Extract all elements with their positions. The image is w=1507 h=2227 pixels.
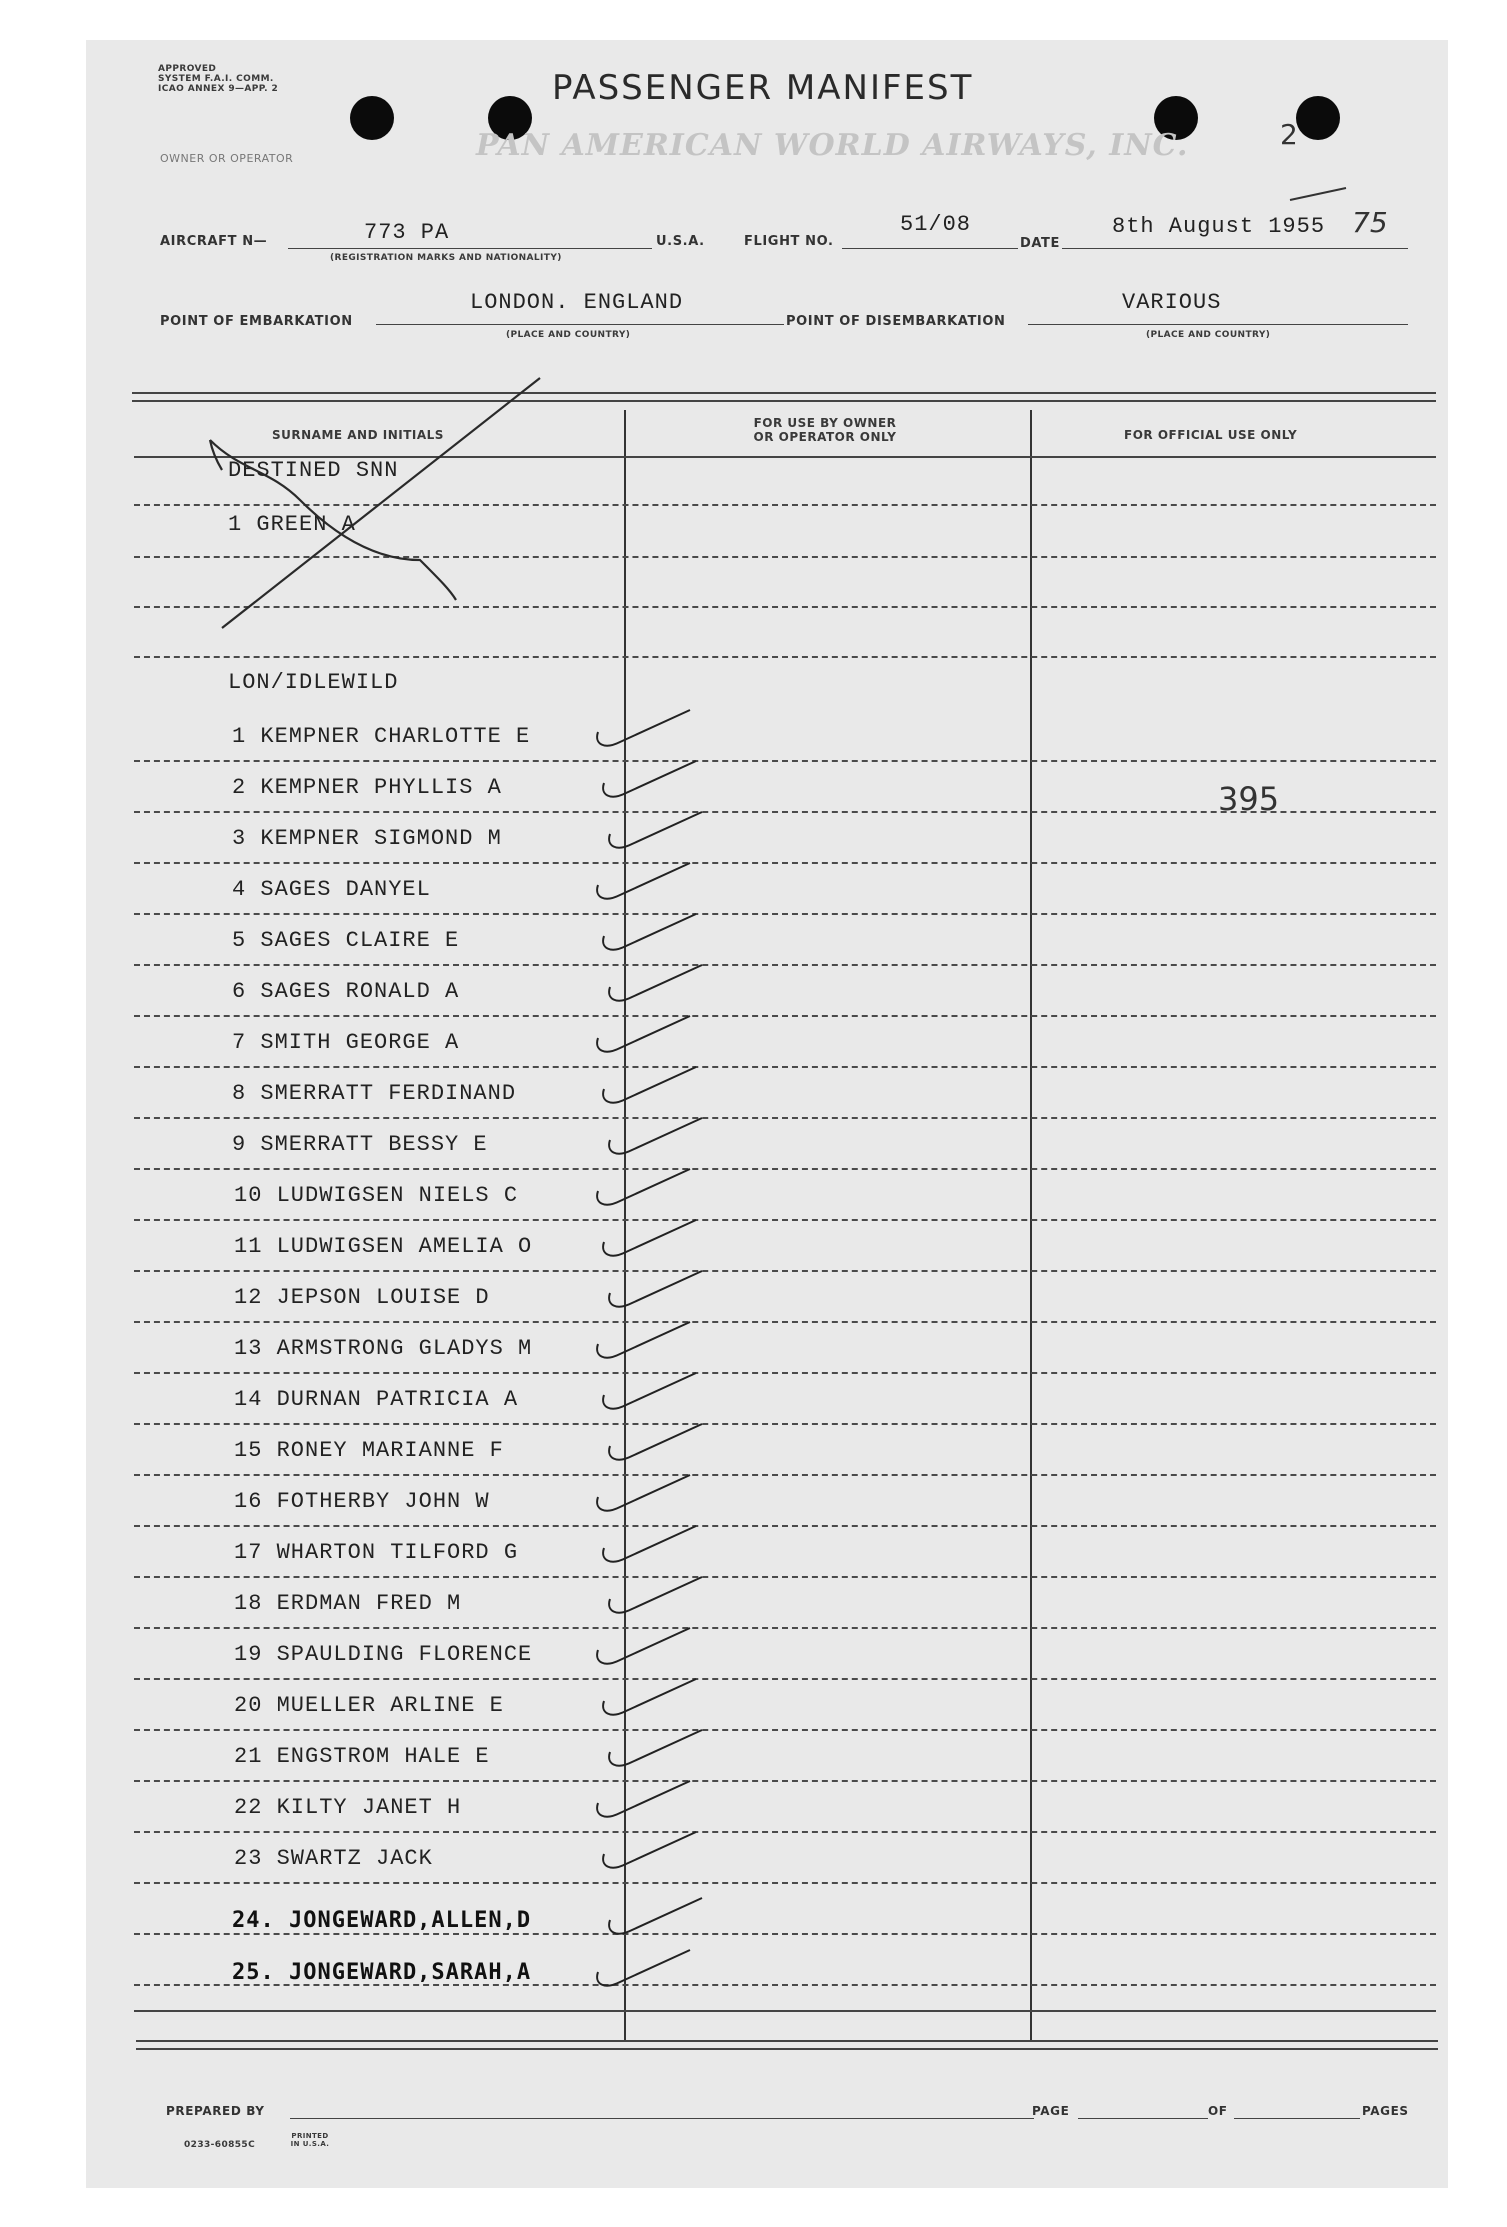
checkmark <box>609 1118 702 1154</box>
column-head-official-use: FOR OFFICIAL USE ONLY <box>1124 428 1298 442</box>
checkmark <box>597 1322 690 1358</box>
checkmark <box>603 1220 696 1256</box>
checkmark <box>597 1950 690 1986</box>
column-head-surname: SURNAME AND INITIALS <box>272 428 444 442</box>
checkmark <box>609 1730 702 1766</box>
checkmark <box>603 1373 696 1409</box>
checkmark-column <box>597 710 702 1986</box>
pages-label: PAGES <box>1362 2104 1409 2118</box>
disembarkation-caption: (PLACE AND COUNTRY) <box>1146 330 1271 340</box>
passenger-entry: 17 WHARTON TILFORD G <box>234 1540 519 1565</box>
passenger-entry: 18 ERDMAN FRED M <box>234 1591 462 1616</box>
usa-label: U.S.A. <box>656 234 705 249</box>
passenger-entry: 23 SWARTZ JACK <box>234 1846 433 1871</box>
crossout-scribble <box>210 378 540 628</box>
section-heading-snn: DESTINED SNN <box>228 458 399 483</box>
passenger-entry: 21 ENGSTROM HALE E <box>234 1744 490 1769</box>
operator-name: PAN AMERICAN WORLD AIRWAYS, INC. <box>476 128 1189 163</box>
passenger-entry: 1 KEMPNER CHARLOTTE E <box>232 724 531 749</box>
section-heading-lon: LON/IDLEWILD <box>228 670 399 695</box>
date-note: 75 <box>1352 206 1388 239</box>
checkmark <box>597 1016 690 1052</box>
disembarkation-value: VARIOUS <box>1122 290 1222 315</box>
page-label: PAGE <box>1032 2104 1070 2118</box>
aircraft-value: 773 PA <box>364 220 450 245</box>
checkmark <box>597 1475 690 1511</box>
official-note: 395 <box>1218 780 1280 818</box>
approval-line: SYSTEM F.A.I. COMM. <box>158 74 274 84</box>
checkmark <box>603 1832 696 1868</box>
checkmark <box>603 914 696 950</box>
aircraft-label: AIRCRAFT N— <box>160 234 268 249</box>
passenger-entry: 11 LUDWIGSEN AMELIA O <box>234 1234 533 1259</box>
checkmark <box>597 863 690 899</box>
embarkation-value: LONDON. ENGLAND <box>470 290 684 315</box>
passenger-entry: 9 SMERRATT BESSY E <box>232 1132 488 1157</box>
approval-line: APPROVED <box>158 64 217 74</box>
passenger-entry: 16 FOTHERBY JOHN W <box>234 1489 490 1514</box>
passenger-entry: 22 KILTY JANET H <box>234 1795 462 1820</box>
passenger-entry: 12 JEPSON LOUISE D <box>234 1285 490 1310</box>
flight-label: FLIGHT NO. <box>744 234 834 249</box>
checkmark <box>603 1526 696 1562</box>
flight-value: 51/08 <box>900 212 972 237</box>
passenger-entry: 10 LUDWIGSEN NIELS C <box>234 1183 519 1208</box>
column-head-owner-use-line: OR OPERATOR ONLY <box>753 430 897 444</box>
checkmark <box>609 812 702 848</box>
approval-line: ICAO ANNEX 9—APP. 2 <box>158 84 279 94</box>
date-label: DATE <box>1020 236 1060 251</box>
passenger-entry: 15 RONEY MARIANNE F <box>234 1438 504 1463</box>
embarkation-caption: (PLACE AND COUNTRY) <box>506 330 631 340</box>
passenger-entry: 6 SAGES RONALD A <box>232 979 460 1004</box>
checkmark <box>597 1169 690 1205</box>
page-title: PASSENGER MANIFEST <box>552 68 974 108</box>
passenger-entry: 8 SMERRATT FERDINAND <box>232 1081 517 1106</box>
passenger-entry: 7 SMITH GEORGE A <box>232 1030 460 1055</box>
checkmark <box>597 710 690 746</box>
date-value: 8th August 1955 <box>1112 214 1326 239</box>
passenger-entry: 4 SAGES DANYEL <box>232 877 431 902</box>
checkmark <box>603 761 696 797</box>
column-head-owner-use-line: FOR USE BY OWNER <box>753 416 897 430</box>
passenger-entry: 14 DURNAN PATRICIA A <box>234 1387 519 1412</box>
checkmark <box>603 1067 696 1103</box>
snn-entry: 1 GREEN A <box>228 512 356 537</box>
checkmark <box>609 1898 702 1934</box>
printed-stamp: PRINTED IN U.S.A. <box>290 2132 330 2148</box>
passenger-entry-added: 25. JONGEWARD,SARAH,A <box>232 1960 532 1985</box>
checkmark <box>603 1679 696 1715</box>
passenger-entry: 13 ARMSTRONG GLADYS M <box>234 1336 533 1361</box>
form-number: 0233-60855C <box>184 2140 256 2150</box>
embarkation-label: POINT OF EMBARKATION <box>160 314 353 329</box>
of-label: OF <box>1208 2104 1228 2118</box>
passenger-entry: 20 MUELLER ARLINE E <box>234 1693 504 1718</box>
checkmark <box>609 1271 702 1307</box>
passenger-entry: 5 SAGES CLAIRE E <box>232 928 460 953</box>
passenger-entry-added: 24. JONGEWARD,ALLEN,D <box>232 1908 532 1933</box>
checkmark <box>597 1628 690 1664</box>
checkmark <box>609 1424 702 1460</box>
prepared-label: PREPARED BY <box>166 2104 265 2118</box>
checkmark <box>609 1577 702 1613</box>
corner-note: 2 <box>1280 118 1298 151</box>
registration-caption: (REGISTRATION MARKS AND NATIONALITY) <box>330 253 562 263</box>
checkmark <box>609 965 702 1001</box>
passenger-entry: 19 SPAULDING FLORENCE <box>234 1642 533 1667</box>
passenger-entry: 2 KEMPNER PHYLLIS A <box>232 775 502 800</box>
checkmark <box>597 1781 690 1817</box>
date-dash-mark <box>1290 188 1346 200</box>
passenger-entry: 3 KEMPNER SIGMOND M <box>232 826 502 851</box>
disembarkation-label: POINT OF DISEMBARKATION <box>786 314 1006 329</box>
owner-label: OWNER OR OPERATOR <box>160 152 294 165</box>
